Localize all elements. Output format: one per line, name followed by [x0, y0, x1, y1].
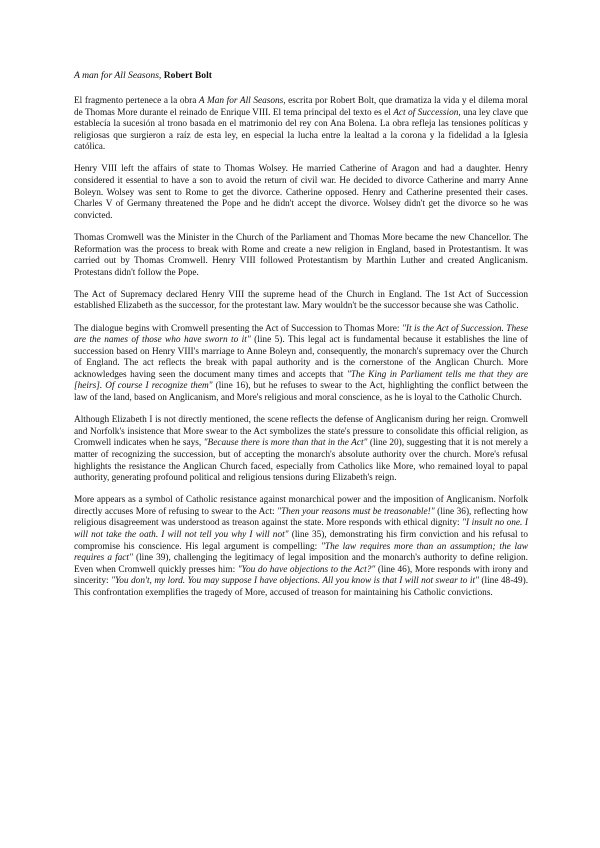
text-run: (line 46), More responds with irony and sincerity:	[74, 564, 528, 587]
text-run: (line 35), demonstrating his firm conviction and his refusal to compromise his conscience. His legal argument is compelling:	[74, 530, 528, 552]
author-name: Robert Bolt	[163, 70, 212, 81]
work-title: A man for All Seasons,	[74, 70, 162, 81]
paragraph-more-resistance	[74, 495, 528, 599]
emphasis: Act of Succession	[393, 107, 459, 118]
text-run: El fragmento pertenece a la obra	[74, 96, 199, 106]
emphasis: A Man for All Seasons	[198, 96, 284, 106]
paragraph-dialogue-analysis	[74, 324, 528, 405]
text-run: , una ley clave que establecía la sucesión al trono basada en el matrimonio del rey con Ana Bolena. La obra refleja las tensiones políticas y religiosas que surgieron a raíz de esta ley, en especial la lucha entre la lealtad a la corona y la fidelidad a la Iglesia católica.	[74, 107, 529, 153]
paragraph-act-of-supremacy: The Act of Supremacy declared Henry VIII the supreme head of the Church in England. The 1st Act of Succession established Elizabeth as the successor, for the protestant law. Mary wouldn't be the successor because she was Catholic.	[74, 289, 528, 312]
quotation: "The King in Parliament tells me that they are [heirs]. Of course I recognize them"	[74, 369, 528, 392]
document-heading	[74, 70, 528, 82]
paragraph-elizabeth-anglicanism	[74, 415, 528, 485]
text-run: (line 5). This legal act is fundamental because it establishes the line of succession based on Henry VIII's marriage to Anne Boleyn and, consequently, the monarch's supremacy over the Church of England. The act reflects the break with papal authority and is the cornerstone of the Anglican Church. More acknowledges having seen the document many times and accepts that	[74, 335, 528, 380]
quotation: "It is the Act of Succession. These are the names of those who have sworn to it"	[74, 323, 528, 346]
text-run: (line 16), but he refuses to swear to the Act, highlighting the conflict between the law of the land, based on Anglicanism, and More's religious and moral conscience, as he is loyal to the Catholic Church.	[74, 381, 528, 404]
text-run: , escrita por Robert Bolt, que dramatiza la vida y el dilema moral de Thomas More durante el reinado de Enrique VIII. El tema principal del texto es el	[74, 96, 528, 118]
text-run: (line 39), challenging the legitimacy of legal imposition and the monarch's authority to define religion. Even when Cromwell quickly presses him:	[74, 553, 528, 575]
text-run: (line 36), reflecting how religious disagreement was understood as treason against the state. More responds with ethical dignity:	[74, 506, 528, 529]
quotation: "Then your reasons must be treasonable!"	[277, 506, 435, 517]
quotation: "The law requires more than an assumption; the law requires a fact"	[74, 541, 528, 564]
text-run: More appears as a symbol of Catholic resistance against monarchical power and the imposition of Anglicanism. Norfolk directly accuses More of refusing to swear to the Act:	[74, 495, 528, 517]
quotation: "You don't, my lord. You may suppose I have objections. All you know is that I will not swear to it"	[111, 576, 479, 587]
text-run: (line 48-49). This confrontation exemplifies the tragedy of More, accused of treason for maintaining his Catholic convictions.	[74, 576, 529, 598]
paragraph-intro-spanish	[74, 96, 528, 154]
quotation: "You do have objections to the Act?"	[237, 564, 376, 575]
text-run: (line 20), suggesting that it is not merely a matter of recognizing the succession, but of accepting the monarch's absolute authority over the church. More's refusal highlights the resistance the Anglican Church faced, especially from Catholics like More, who remained loyal to papal authority, generating profound political and religious tensions during Elizabeth's reign.	[74, 438, 528, 484]
paragraph-cromwell-reformation: Thomas Cromwell was the Minister in the Church of the Parliament and Thomas More became the new Chancellor. The Reformation was the process to break with Rome and create a new religion in England, based in Protestantism. It was carried out by Thomas Cromwell. Henry VIII followed Protestantism by Marthin Luther and created Anglicanism. Protestans didn't follow the Pope.	[74, 232, 528, 278]
quotation: "I insult no one. I will not take the oath. I will not tell you why I will not"	[74, 518, 528, 540]
quotation: "Because there is more than that in the Act"	[203, 438, 368, 449]
text-run: The dialogue begins with Cromwell presenting the Act of Succession to Thomas More:	[74, 323, 402, 334]
paragraph-henry-viii: Henry VIII left the affairs of state to Thomas Wolsey. He married Catherine of Aragon and had a daughter. Henry considered it essential to have a son to avoid the return of civil war. He decided to divorce Catherine and marry Anne Boleyn. Wolsey was sent to Rome to get the divorce. Catherine opposed. Henry and Catherine presented their cases. Charles V of Germany threatened the Pope and he didn't accept the divorce. Wolsey didn't get the divorce so he was convicted.	[74, 164, 528, 221]
text-run: Although Elizabeth I is not directly mentioned, the scene reflects the defense of Anglicanism during her reign. Cromwell and Norfolk's insistence that More swear to the Act symbolizes the state's pressure to consolidate this official religion, as Cromwell indicates when he says,	[74, 415, 528, 449]
